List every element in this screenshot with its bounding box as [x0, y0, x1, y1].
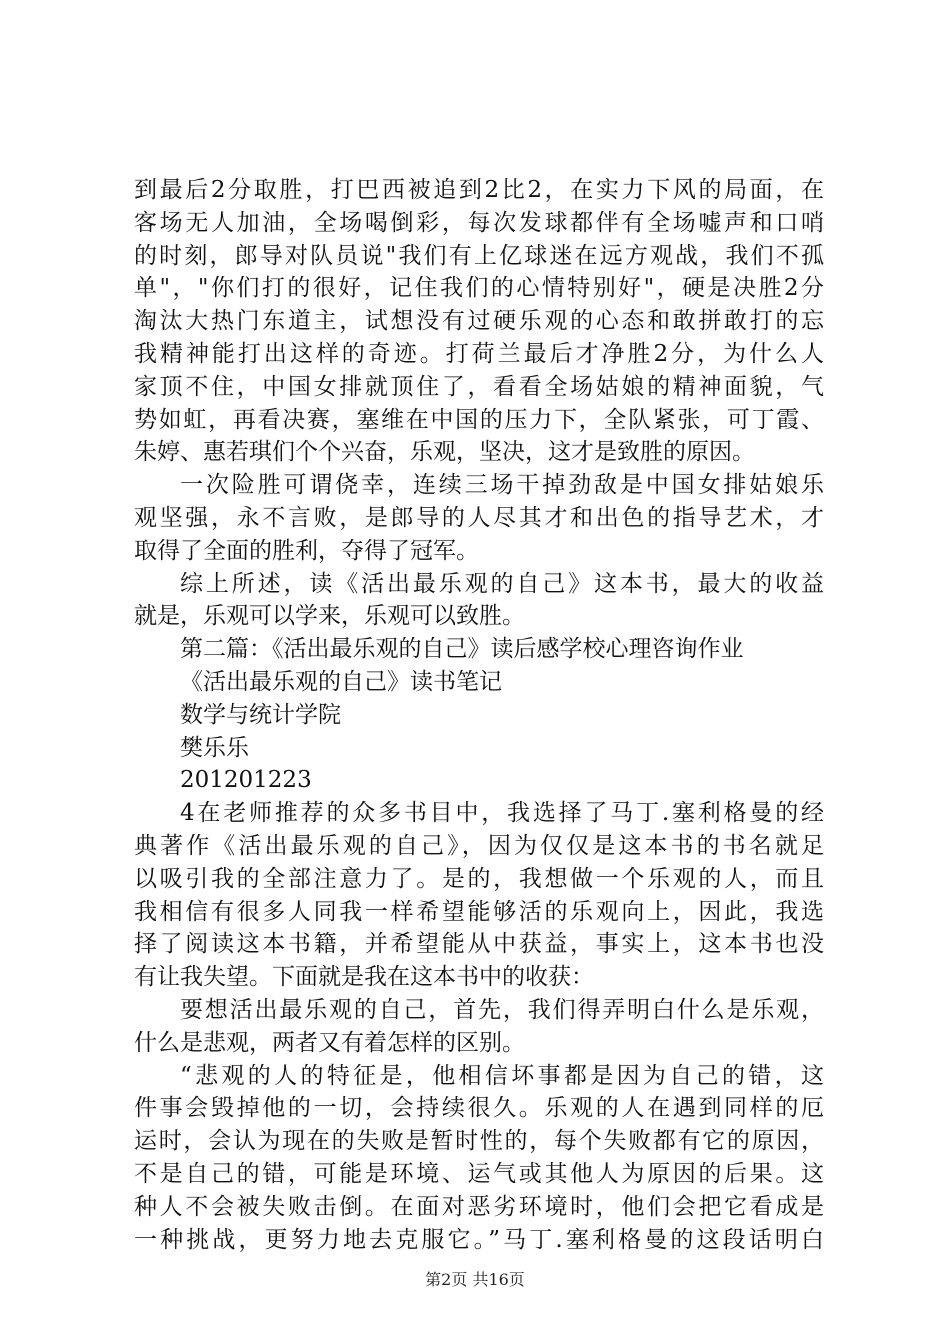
text-line: 不是自己的错，可能是环境、运气或其他人为原因的后果。这 [134, 1160, 824, 1187]
essay-title: 《活出最乐观的自己》读书笔记 [180, 668, 502, 695]
text-line: 就是，乐观可以学来，乐观可以致胜。 [134, 603, 525, 630]
author-name: 樊乐乐 [180, 734, 249, 761]
text-line: 客场无人加油，全场喝倒彩，每次发球都伴有全场嘘声和口哨 [134, 209, 824, 236]
text-line: 我精神能打出这样的奇迹。打荷兰最后才净胜2分，为什么人 [134, 340, 824, 367]
page-number-footer: 第2页 共16页 [425, 1270, 525, 1289]
text-line: 到最后2分取胜，打巴西被追到2比2，在实力下风的局面，在 [134, 177, 824, 203]
text-line: 家顶不住，中国女排就顶住了，看看全场姑娘的精神面貌，气 [134, 373, 824, 400]
section-heading: 第二篇：《活出最乐观的自己》读后感学校心理咨询作业 [180, 636, 744, 663]
text-line: 4在老师推荐的众多书目中，我选择了马丁.塞利格曼的经 [180, 800, 824, 827]
text-line: “悲观的人的特征是，他相信坏事都是因为自己的错，这 [180, 1062, 824, 1089]
body-text [134, 174, 834, 1256]
text-line: 我相信有很多人同我一样希望能够活的乐观向上，因此，我选 [134, 898, 824, 925]
text-line: 择了阅读这本书籍，并希望能从中获益，事实上，这本书也没 [134, 931, 824, 958]
text-line: 有让我失望。下面就是我在这本书中的收获： [134, 964, 594, 991]
student-id: 201201223 [180, 767, 312, 794]
text-line: 以吸引我的全部注意力了。是的，我想做一个乐观的人，而且 [134, 865, 824, 892]
text-line: 种人不会被失败击倒。在面对恶劣环境时，他们会把它看成是 [134, 1193, 824, 1220]
text-line: 什么是悲观，两者又有着怎样的区别。 [134, 1029, 525, 1056]
text-line: 单"，"你们打的很好，记住我们的心情特别好"，硬是决胜2分 [134, 275, 824, 302]
text-line: 件事会毁掉他的一切，会持续很久。乐观的人在遇到同样的厄 [134, 1095, 824, 1122]
text-line: 取得了全面的胜利，夺得了冠军。 [134, 537, 479, 564]
text-line: 势如虹，再看决赛，塞维在中国的压力下，全队紧张，可丁霞、 [134, 406, 824, 433]
text-line: 一种挑战，更努力地去克服它。”马丁.塞利格曼的这段话明白 [134, 1226, 824, 1253]
text-line: 综上所述，读《活出最乐观的自己》这本书，最大的收益 [180, 570, 824, 597]
text-line: 要想活出最乐观的自己，首先，我们得弄明白什么是乐观， [180, 996, 824, 1023]
text-line: 朱婷、惠若琪们个个兴奋，乐观，坚决，这才是致胜的原因。 [134, 439, 755, 466]
text-line: 运时，会认为现在的失败是暂时性的，每个失败都有它的原因， [134, 1128, 824, 1155]
text-line: 一次险胜可谓侥幸，连续三场干掉劲敌是中国女排姑娘乐 [180, 472, 824, 499]
text-line: 典著作《活出最乐观的自己》，因为仅仅是这本书的书名就足 [134, 832, 824, 859]
text-line: 淘汰大热门东道主，试想没有过硬乐观的心态和敢拼敢打的忘 [134, 308, 824, 335]
author-department: 数学与统计学院 [180, 701, 341, 728]
text-line: 观坚强，永不言败，是郎导的人尽其才和出色的指导艺术，才 [134, 504, 824, 531]
text-line: 的时刻，郎导对队员说"我们有上亿球迷在远方观战，我们不孤 [134, 242, 824, 269]
